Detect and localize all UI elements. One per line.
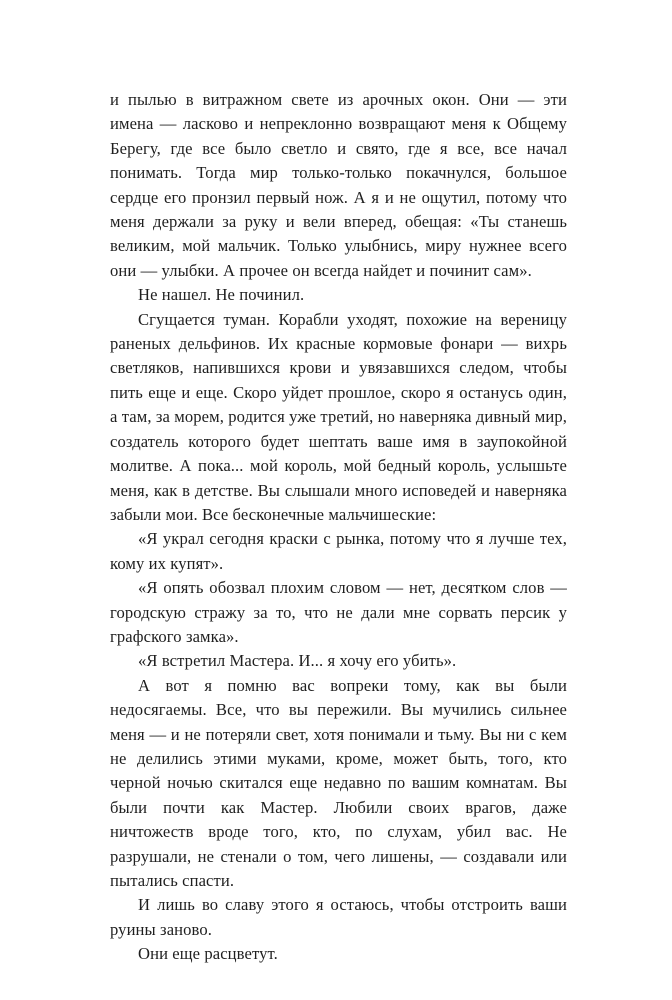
- paragraph: Сгущается туман. Корабли уходят, похожие на вереницу раненых дельфинов. Их красные кормовые фонари — вихрь светляков, напившихся крови и увязавшихся следом, чтобы пить еще и еще. Скоро уйдет прошлое, скоро я останусь один, а там, за морем, родится уже третий, но наверняка дивный мир, создатель которого будет шептать ваше имя в заупокойной молитве. А пока... мой король, мой бедный король, услышьте меня, как в детстве. Вы слышали много исповедей и наверняка забыли мои. Все бесконечные мальчишеские:: [110, 309, 567, 524]
- paragraph: И лишь во славу этого я остаюсь, чтобы отстроить ваши руины заново.: [110, 895, 567, 939]
- paragraph: «Я опять обозвал плохим словом — нет, десятком слов — городскую стражу за то, что не дали мне сорвать персик у графского замка».: [110, 578, 567, 646]
- paragraph: А вот я помню вас вопреки тому, как вы были недосягаемы. Все, что вы пережили. Вы мучились сильнее меня — и не потеряли свет, хотя понимали и тьму. Вы ни с кем не делились этими муками, кроме, может быть, того, кто черной ночью скитался еще недавно по вашим комнатам. Вы были почти как Мастер. Любили своих врагов, даже ничтожеств вроде того, кто, по слухам, убил вас. Не разрушали, не стенали о том, чего лишены, — создавали или пытались спасти.: [110, 675, 567, 890]
- paragraph: Они еще расцветут.: [138, 944, 278, 964]
- paragraph: Не нашел. Не починил.: [138, 285, 305, 305]
- paragraph: и пылью в витражном свете из арочных окон. Они — эти имена — ласково и непреклонно возвращают меня к Общему Берегу, где все было светло и свято, где я все, все начал понимать. Тогда мир только-только покачнулся, большое сердце его пронзил первый нож. А я и не ощутил, потому что меня держали за руку и вели вперед, обещая: «Ты станешь великим, мой мальчик. Только улыбнись, миру нужнее всего они — улыбки. А прочее он всегда найдет и починит сам».: [110, 90, 567, 280]
- page-text-block: [110, 88, 567, 967]
- paragraph: «Я встретил Мастера. И... я хочу его убить».: [138, 651, 457, 671]
- paragraph: «Я украл сегодня краски с рынка, потому что я лучше тех, кому их купят».: [110, 529, 567, 573]
